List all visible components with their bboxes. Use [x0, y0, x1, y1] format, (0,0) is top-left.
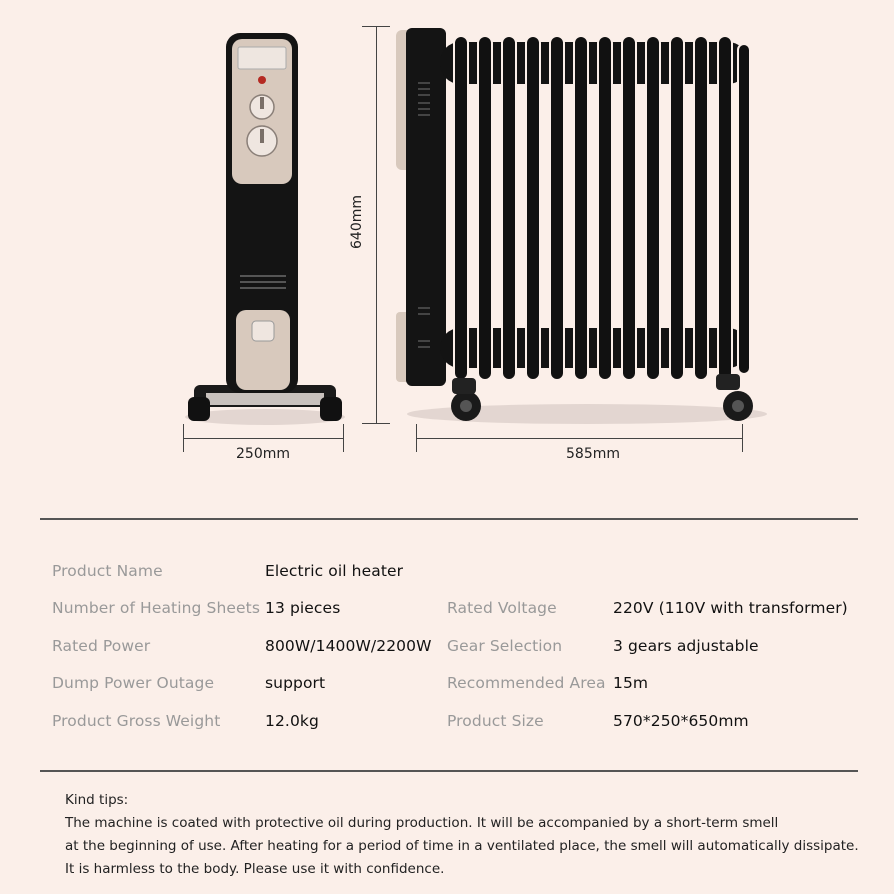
spec-label-rated-power: Rated Power	[52, 637, 151, 655]
heater-side-view-image	[180, 25, 350, 435]
depth-dimension-line	[183, 438, 343, 439]
heater-front-view-image	[392, 22, 767, 432]
depth-dimension-tick-right	[343, 424, 344, 452]
spec-value-recommended-area: 15m	[613, 674, 649, 692]
height-dimension-tick-top	[362, 26, 390, 27]
depth-dimension-label: 250mm	[236, 446, 290, 462]
spec-label-recommended-area: Recommended Area	[447, 674, 606, 692]
kind-tips-line-2: at the beginning of use. After heating for a period of time in a ventilated place, the smell will automatically dissipate.	[65, 838, 859, 854]
spec-value-heating-sheets: 13 pieces	[265, 599, 341, 617]
spec-value-product-size: 570*250*650mm	[613, 712, 749, 730]
width-dimension-line	[416, 438, 742, 439]
spec-value-gross-weight: 12.0kg	[265, 712, 319, 730]
spec-value-power-outage: support	[265, 674, 326, 692]
spec-label-gross-weight: Product Gross Weight	[52, 712, 221, 730]
width-dimension-label: 585mm	[566, 446, 620, 462]
spec-table-top-rule	[40, 518, 858, 520]
spec-label-heating-sheets: Number of Heating Sheets	[52, 599, 261, 617]
spec-label-power-outage: Dump Power Outage	[52, 674, 215, 692]
depth-dimension-tick-left	[183, 424, 184, 452]
spec-label-product-size: Product Size	[447, 712, 544, 730]
spec-value-rated-voltage: 220V (110V with transformer)	[613, 599, 848, 617]
spec-value-product-name: Electric oil heater	[265, 562, 404, 580]
height-dimension-tick-bottom	[362, 423, 390, 424]
width-dimension-tick-left	[416, 424, 417, 452]
height-dimension-label: 640mm	[349, 195, 365, 249]
kind-tips-title: Kind tips:	[65, 792, 129, 808]
spec-label-rated-voltage: Rated Voltage	[447, 599, 557, 617]
spec-value-gear-selection: 3 gears adjustable	[613, 637, 759, 655]
kind-tips-line-3: It is harmless to the body. Please use it with confidence.	[65, 861, 445, 877]
height-dimension-line	[376, 26, 377, 424]
spec-label-gear-selection: Gear Selection	[447, 637, 563, 655]
spec-value-rated-power: 800W/1400W/2200W	[265, 637, 432, 655]
kind-tips-line-1: The machine is coated with protective oil during production. It will be accompanied by a short-term smell	[65, 815, 779, 831]
spec-table-bottom-rule	[40, 770, 858, 772]
width-dimension-tick-right	[742, 424, 743, 452]
spec-label-product-name: Product Name	[52, 562, 163, 580]
